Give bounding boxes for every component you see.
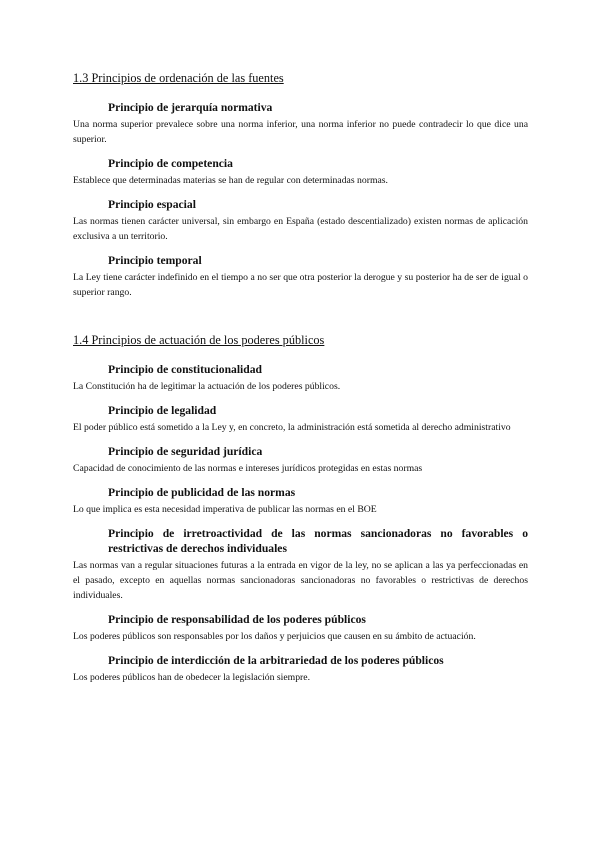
subsection-publicidad — [73, 485, 528, 517]
subsection-heading: Principio de competencia — [108, 157, 233, 170]
subsection-heading: Principio de jerarquía normativa — [108, 101, 273, 114]
subsection-heading: Principio de seguridad jurídica — [108, 445, 263, 458]
subsection-competencia — [73, 156, 528, 188]
subsection-jerarquia — [73, 100, 528, 147]
subsection-body: Capacidad de conocimiento de las normas e intereses jurídicos protegidas en estas normas — [73, 463, 423, 474]
subsection-heading: Principio de publicidad de las normas — [108, 486, 296, 499]
section-title: 1.3 Principios de ordenación de las fuentes — [73, 71, 284, 85]
document-content — [73, 70, 528, 694]
subsection-seguridad-juridica — [73, 444, 528, 476]
subsection-heading: Principio de constitucionalidad — [108, 363, 262, 376]
section-title: 1.4 Principios de actuación de los poderes públicos — [73, 333, 325, 347]
subsection-body: El poder público está sometido a la Ley y, en concreto, la administración está sometida al derecho administrativo — [73, 422, 511, 433]
subsection-responsabilidad — [73, 612, 528, 644]
subsection-constitucionalidad — [73, 362, 528, 394]
subsection-body: La Constitución ha de legitimar la actuación de los poderes públicos. — [73, 381, 341, 392]
subsection-heading: Principio espacial — [108, 198, 196, 211]
subsection-heading: Principio de responsabilidad de los poderes públicos — [108, 613, 366, 626]
subsection-heading: Principio de irretroactividad de las normas sancionadoras no favorables o restrictivas de derechos individuales — [108, 527, 528, 555]
subsection-body: Los poderes públicos son responsables por los daños y perjuicios que causen en su ámbito de actuación. — [73, 631, 476, 642]
subsection-body: Una norma superior prevalece sobre una norma inferior, una norma inferior no puede contradecir lo que dice una superior. — [73, 119, 528, 145]
subsection-heading: Principio de legalidad — [108, 404, 217, 417]
section-actuacion — [73, 332, 528, 685]
subsection-body: Las normas tienen carácter universal, sin embargo en España (estado descentializado) existen normas de aplicación exclusiva a un territorio. — [73, 216, 528, 242]
subsection-body: Las normas van a regular situaciones futuras a la entrada en vigor de la ley, no se aplican a las ya perfeccionadas en el pasado, excepto en aquellas normas sancionadoras sancionadoras no favorables o restrictivas de derechos individuales. — [73, 560, 528, 601]
subsection-heading: Principio temporal — [108, 254, 202, 267]
section-ordenacion — [73, 70, 528, 300]
subsection-interdiccion — [73, 653, 528, 685]
subsection-temporal — [73, 253, 528, 300]
subsection-body: Lo que implica es esta necesidad imperativa de publicar las normas en el BOE — [73, 504, 377, 515]
subsection-heading: Principio de interdicción de la arbitrariedad de los poderes públicos — [108, 654, 444, 667]
subsection-body: Los poderes públicos han de obedecer la legislación siempre. — [73, 672, 310, 683]
subsection-body: Establece que determinadas materias se han de regular con determinadas normas. — [73, 175, 388, 186]
section-spacer — [73, 309, 528, 332]
subsection-body: La Ley tiene carácter indefinido en el tiempo a no ser que otra posterior la derogue y su posterior ha de ser de igual o superior rango. — [73, 272, 528, 298]
subsection-espacial — [73, 197, 528, 244]
subsection-irretroactividad — [73, 526, 528, 603]
subsection-legalidad — [73, 403, 528, 435]
